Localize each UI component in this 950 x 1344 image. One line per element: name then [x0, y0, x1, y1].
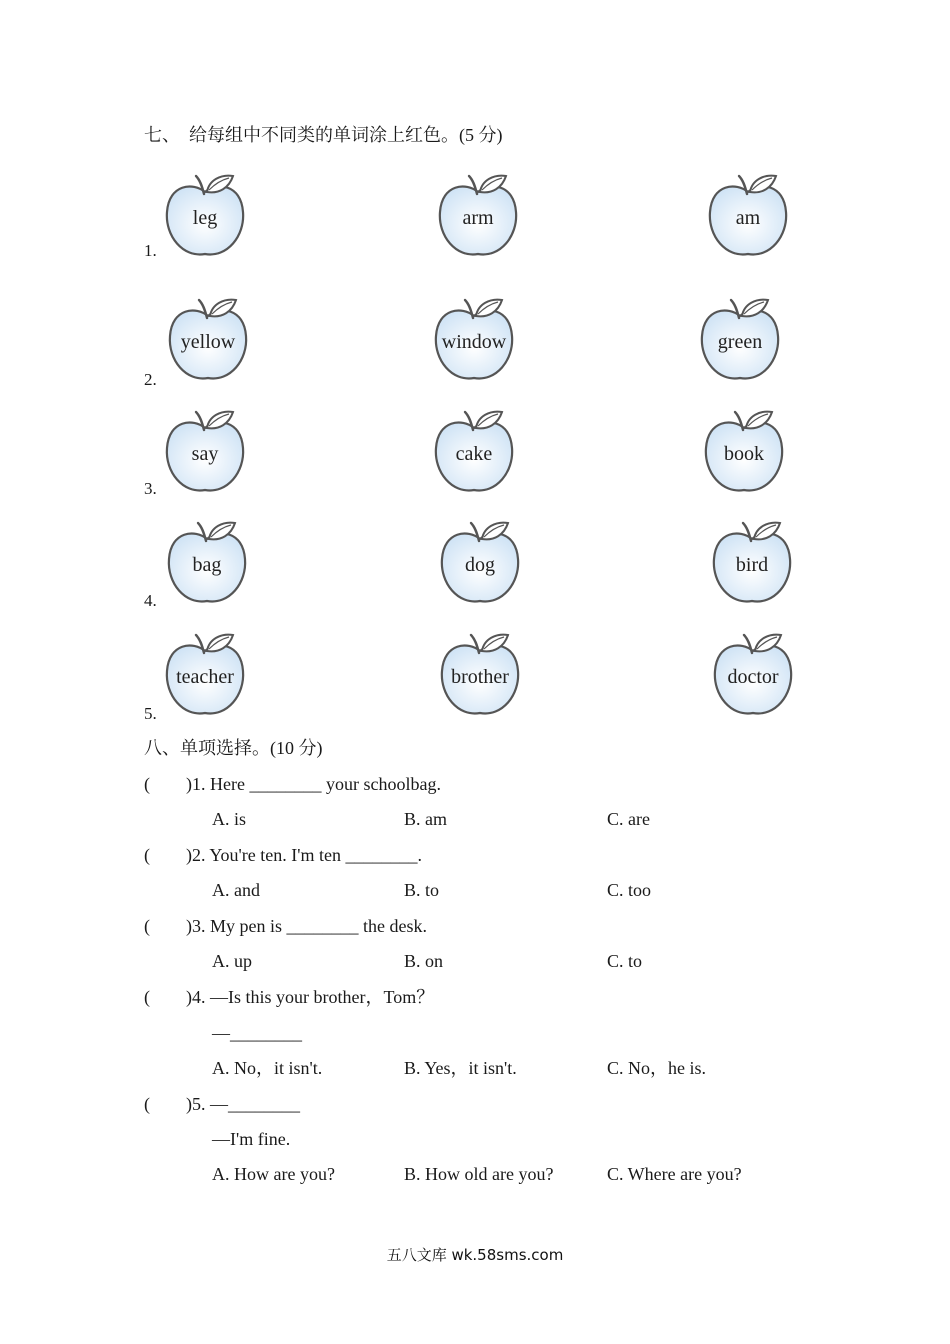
apple-word: bird: [735, 554, 769, 576]
answer-option[interactable]: B. to: [404, 880, 440, 900]
apple-word-option[interactable]: [432, 406, 516, 496]
apple-word-option[interactable]: [438, 629, 522, 719]
answer-option[interactable]: A. is: [212, 809, 247, 829]
row-number: 2.: [144, 370, 157, 389]
answer-option[interactable]: C. Where are you?: [607, 1164, 742, 1184]
answer-option[interactable]: A. No，it isn't.: [212, 1058, 323, 1078]
apple-word: am: [735, 207, 761, 229]
apple-word: teacher: [176, 666, 234, 688]
apple-word-option[interactable]: [163, 170, 247, 260]
apple-word-option[interactable]: [432, 294, 516, 384]
question-stem: ( )1. Here ________ your schoolbag.: [144, 774, 441, 794]
apple-word-option[interactable]: [165, 517, 249, 607]
answer-option[interactable]: C. too: [607, 880, 652, 900]
apple-word-option[interactable]: [710, 517, 794, 607]
apple-word: green: [717, 331, 763, 353]
apple-word-option[interactable]: [163, 629, 247, 719]
apple-word-option[interactable]: [163, 406, 247, 496]
apple-word: leg: [192, 207, 218, 229]
apple-word-option[interactable]: [706, 170, 790, 260]
answer-option[interactable]: C. No，he is.: [607, 1058, 706, 1078]
apple-word-option[interactable]: [698, 294, 782, 384]
apple-word: yellow: [180, 331, 236, 353]
section-8-title: 八、单项选择。(10 分): [144, 738, 323, 758]
question-dialogue-line: —________: [212, 1023, 302, 1043]
apple-word: bag: [192, 554, 222, 576]
footer-watermark: 五八文库 wk.58sms.com: [386, 1246, 564, 1264]
answer-option[interactable]: B. How old are you?: [404, 1164, 554, 1184]
answer-option[interactable]: B. am: [404, 809, 447, 829]
apple-word-option[interactable]: [702, 406, 786, 496]
row-number: 4.: [144, 591, 157, 610]
question-stem: ( )5. —________: [144, 1094, 300, 1114]
apple-word: doctor: [727, 666, 779, 688]
question-stem: ( )2. You're ten. I'm ten ________.: [144, 845, 422, 865]
row-number: 1.: [144, 241, 157, 260]
answer-option[interactable]: C. are: [607, 809, 650, 829]
apple-word: cake: [455, 443, 493, 465]
question-stem: ( )3. My pen is ________ the desk.: [144, 916, 427, 936]
apple-word-option[interactable]: [438, 517, 522, 607]
apple-word-option[interactable]: [166, 294, 250, 384]
answer-option[interactable]: A. up: [212, 951, 252, 971]
apple-word: dog: [465, 554, 495, 576]
row-number: 3.: [144, 479, 157, 498]
answer-option[interactable]: A. and: [212, 880, 260, 900]
apple-word: say: [191, 443, 219, 465]
apple-word-option[interactable]: [711, 629, 795, 719]
question-dialogue-line: —I'm fine.: [212, 1129, 291, 1149]
answer-option[interactable]: B. Yes，it isn't.: [404, 1058, 517, 1078]
apple-word: arm: [462, 207, 494, 229]
answer-option[interactable]: B. on: [404, 951, 444, 971]
apple-word: brother: [451, 666, 509, 688]
answer-option[interactable]: C. to: [607, 951, 643, 971]
answer-option[interactable]: A. How are you?: [212, 1164, 335, 1184]
row-number: 5.: [144, 704, 157, 723]
section-7-title: 七、 给每组中不同类的单词涂上红色。(5 分): [144, 125, 503, 145]
question-stem: ( )4. —Is this your brother，Tom？: [144, 987, 435, 1007]
apple-word: window: [441, 331, 507, 353]
apple-word: book: [724, 443, 764, 465]
apple-word-option[interactable]: [436, 170, 520, 260]
